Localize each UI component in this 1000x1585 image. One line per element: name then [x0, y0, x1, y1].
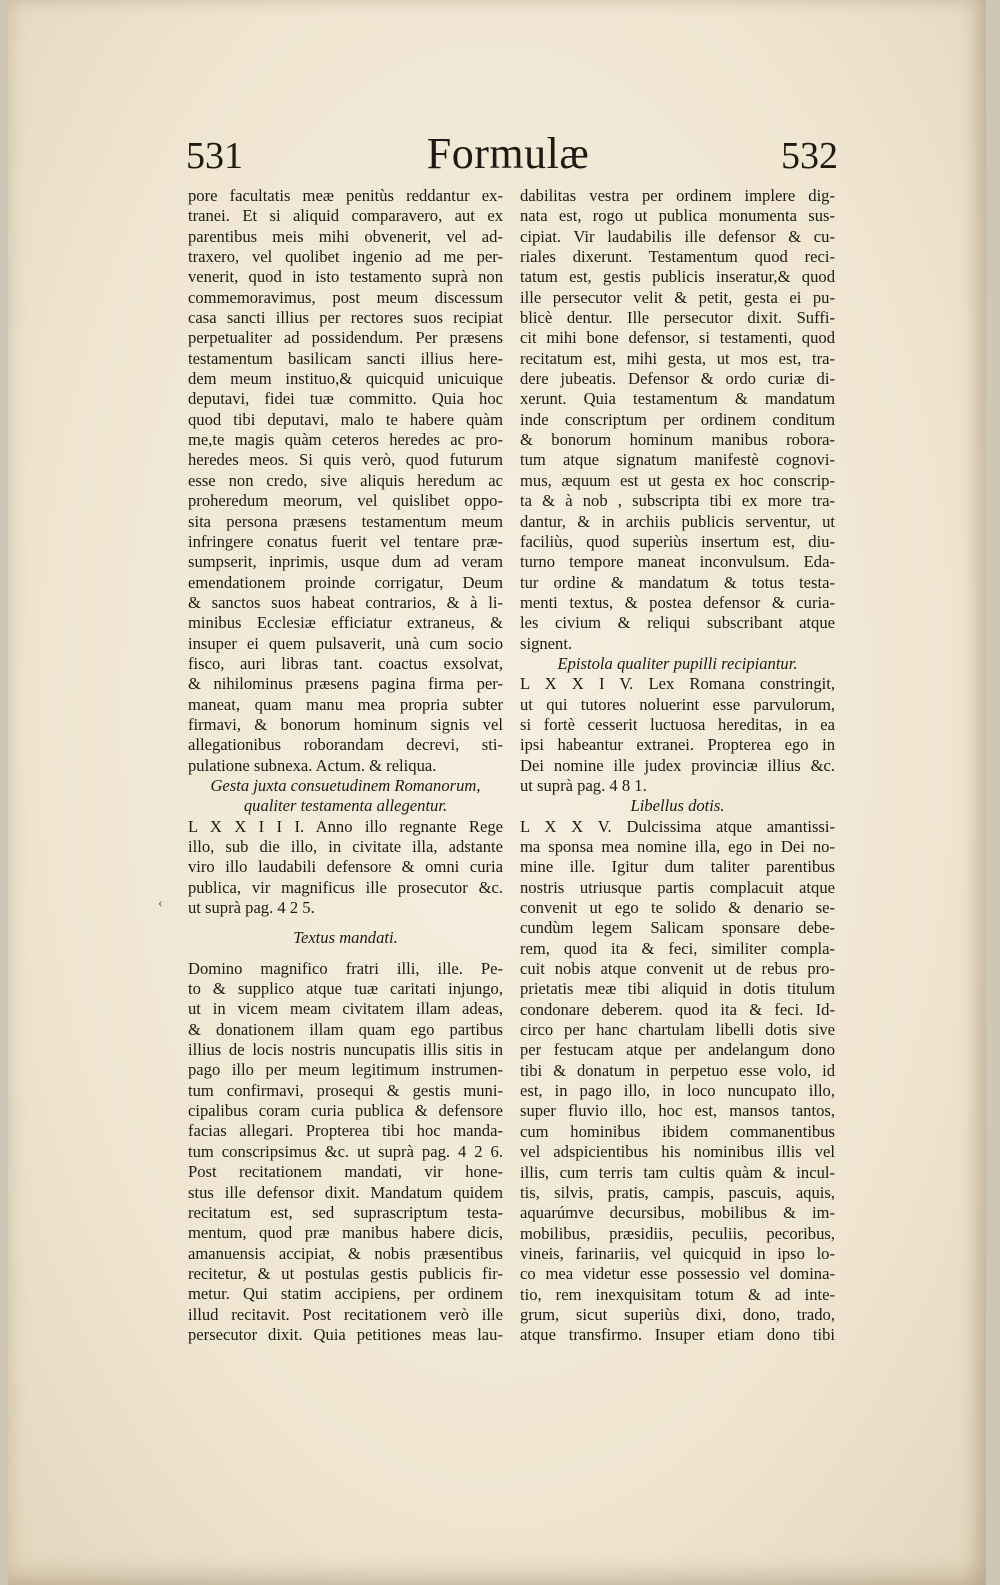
text-line: ut suprà pag. 4 8 1. — [520, 775, 647, 795]
text-line: metur. Qui statim accipiens, per ordinem — [188, 1284, 503, 1304]
text-line: cipalibus coram curia publica & defensore — [188, 1101, 503, 1121]
text-line: dantur, & in archiis publicis serventur, ut — [520, 511, 835, 531]
text-line: dabilitas vestra per ordinem implere dig- — [520, 186, 835, 205]
text-line: ut in vicem meam civitatem illam adeas, — [188, 999, 503, 1019]
text-line: L X X I I I. Anno illo regnante Rege — [188, 816, 503, 836]
text-line: & sanctos suos habeat contrarios, & à li- — [188, 592, 503, 612]
right-paragraph-3 — [520, 817, 835, 1346]
text-line: aquarúmve decursibus, mobilibus & im- — [520, 1203, 835, 1223]
text-line: ma sponsa mea nomine illa, ego in Dei no- — [520, 837, 835, 856]
text-line: est, in pago illo, in loco nuncupato illo, — [520, 1081, 835, 1101]
text-line: pago illo per meum legitimum instrumen- — [188, 1060, 503, 1080]
right-heading-2: Libellus dotis. — [630, 796, 725, 816]
text-line: blicè dentur. Ille persecutor dixit. Suffi- — [520, 308, 835, 328]
text-line: fisco, auri libras tant. coactus exsolvat, — [188, 653, 503, 673]
text-line: stus ille defensor dixit. Mandatum quidem — [188, 1182, 503, 1202]
text-line: nata est, rogo ut publica monumenta sus- — [520, 206, 835, 226]
text-line: ut suprà pag. 4 2 5. — [188, 898, 315, 918]
text-line: parentibus meis mihi obvenerit, vel ad- — [188, 226, 503, 246]
text-line: menti textus, & postea defensor & curia- — [520, 592, 835, 612]
text-line: Post recitationem mandati, vir hone- — [188, 1162, 503, 1182]
text-line: faciliùs, quod superiùs insertum est, diu- — [520, 531, 835, 551]
text-line: condonare deberem. quod ita & feci. Id- — [520, 999, 835, 1019]
text-line: heredes meos. Si quis verò, quod futurum — [188, 450, 503, 470]
text-line: & nihilominus præsens pagina firma per- — [188, 674, 503, 694]
text-line: cipiat. Vir laudabilis ille defensor & cu- — [520, 226, 835, 246]
text-line: L X X V. Dulcissima atque amantissi- — [520, 816, 835, 836]
text-line: recitatum est, mihi gesta, ut mos est, tra- — [520, 348, 835, 368]
text-line: pore facultatis meæ penitùs reddantur ex- — [188, 186, 503, 205]
text-line: facias allegari. Propterea tibi hoc manda- — [188, 1121, 503, 1141]
text-line: tranei. Et si aliquid comparavero, aut ex — [188, 206, 503, 226]
text-line: ta & à nob , subscripta tibi ex more tra- — [520, 491, 835, 511]
text-line: dere jubeatis. Defensor & ordo curiæ di- — [520, 369, 835, 389]
right-page-number: 532 — [781, 135, 838, 177]
text-line: tatum est, gestis publicis inseratur,& quod — [520, 267, 835, 287]
left-paragraph-1 — [188, 186, 503, 776]
text-line: recitetur, & ut postulas gestis publicis fir- — [188, 1263, 503, 1283]
text-line: riales dixerunt. Testamentum quod reci- — [520, 247, 835, 267]
text-line: pulatione subnexa. Actum. & reliqua. — [188, 755, 437, 775]
text-line: grum, sicut superiùs dixi, dono, trado, — [520, 1304, 835, 1324]
text-line: tibi & donatum in perpetuo esse volo, id — [520, 1060, 835, 1080]
left-column — [188, 186, 503, 1345]
text-line: convenit ut ego te solido & denario se- — [520, 898, 835, 918]
text-line: to & supplico atque tuæ caritati injungo, — [188, 979, 503, 999]
text-line: illis, cum terris tam cultis quàm & incul- — [520, 1162, 835, 1182]
text-line: mus, æquum est ut gesta ex hoc conscrip- — [520, 470, 835, 490]
text-line: si fortè cesserit luctuosa hereditas, in ea — [520, 714, 835, 734]
text-line: illius de locis nostris nuncupatis illis sitis in — [188, 1040, 503, 1060]
text-line: viro illo laudabili defensore & omni curia — [188, 857, 503, 877]
text-line: cuit nobis atque convenit ut de rebus pro- — [520, 959, 835, 979]
text-line: ille persecutor velit & petit, gesta ei pu- — [520, 287, 835, 307]
text-line: inde conscriptum per ordinem conditum — [520, 409, 835, 429]
text-line: proheredum meorum, vel quislibet oppo- — [188, 491, 503, 511]
text-line: infringere conatus fuerit vel tentare præ- — [188, 531, 503, 551]
text-line: minibus Ecclesiæ efficiatur extraneus, & — [188, 613, 503, 633]
text-line: signent. — [520, 633, 573, 653]
text-line: maneat, quam manu mea propria subter — [188, 694, 503, 714]
running-title: Formulæ — [426, 129, 590, 178]
text-line: traxero, vel quolibet ingenio ad me per- — [188, 247, 503, 267]
text-line: L X X I V. Lex Romana constringit, — [520, 674, 835, 694]
text-line: amanuensis accipiat, & nobis præsentibus — [188, 1243, 503, 1263]
text-line: & donationem illam quam ego partibus — [188, 1019, 503, 1039]
text-line: publica, vir magnificus ille prosecutor &c. — [188, 877, 503, 897]
heading-line: Gesta juxta consuetudinem Romanorum, — [210, 775, 481, 795]
text-line: casa sancti illius per rectores suos recipiat — [188, 308, 503, 328]
text-line: prietatis meæ tibi aliquid in dotis titulum — [520, 979, 835, 999]
text-line: emendationem proinde corrigatur, Deum — [188, 572, 503, 592]
text-line: illo, sub die illo, in civitate illa, adstante — [188, 837, 503, 856]
text-line: persecutor dixit. Quia petitiones meas lau- — [188, 1324, 503, 1344]
right-paragraph-2 — [520, 674, 835, 796]
text-line: rem, quod ita & feci, similiter compla- — [520, 938, 835, 958]
text-line: atque transfirmo. Insuper etiam dono tibi — [520, 1325, 835, 1345]
text-line: insuper ei quem pulsaverit, unà cum socio — [188, 633, 503, 653]
text-line: dem meum instituo,& quicquid unicuique — [188, 369, 503, 389]
text-line: vineis, farinariis, vel quicquid in ipso lo- — [520, 1243, 835, 1263]
text-line: vel adspicientibus his nominibus illis vel — [520, 1142, 835, 1162]
text-line: per festucam atque per andelangum dono — [520, 1040, 835, 1060]
text-line: venerit, quod in isto testamento suprà non — [188, 267, 503, 287]
text-line: recitatum est, sed suprascriptum testa- — [188, 1202, 503, 1222]
text-line: ut qui tutores noluerint esse parvulorum, — [520, 694, 835, 714]
text-line: mentum, quod præ manibus habere dicis, — [188, 1223, 503, 1243]
text-line: tur ordine & mandatum & totus testa- — [520, 572, 835, 592]
text-line: mobilibus, præsidiis, peculiis, pecoribus, — [520, 1223, 835, 1243]
text-line: Domino magnifico fratri illi, ille. Pe- — [188, 958, 503, 978]
text-line: perpetualiter ad possidendum. Per præsens — [188, 328, 503, 348]
text-line: ipsi habeantur extranei. Propterea ego in — [520, 735, 835, 755]
text-line: les civium & reliqui subscribant atque — [520, 613, 835, 633]
text-line: co mea videtur esse possessio vel domina- — [520, 1264, 835, 1284]
text-line: mine ille. Igitur dum taliter parentibus — [520, 857, 835, 877]
text-line: firmavi, & bonorum hominum signis vel — [188, 714, 503, 734]
text-line: super fluvio illo, hoc est, mansos tantos, — [520, 1101, 835, 1121]
text-line: nostris utriusque partis complacuit atque — [520, 877, 835, 897]
left-heading-2: Textus mandati. — [293, 928, 398, 948]
text-line: sita persona præsens testamentum meum — [188, 511, 503, 531]
right-heading-1: Epistola qualiter pupilli recipiantur. — [557, 653, 798, 673]
page-header — [178, 128, 838, 184]
text-line: deputavi, fidei tuæ committo. Quia hoc — [188, 389, 503, 409]
text-line: circo per hanc chartulam libelli dotis sive — [520, 1020, 835, 1040]
right-paragraph-1 — [520, 186, 835, 654]
text-line: xerunt. Quia testamentum & mandatum — [520, 389, 835, 409]
text-line: tio, rem inexquisitam totum & ad inte- — [520, 1284, 835, 1304]
text-line: & bonorum hominum manibus robora- — [520, 430, 835, 450]
right-column — [520, 186, 835, 1346]
text-line: commemoravimus, post meum discessum — [188, 287, 503, 307]
text-line: illud recitavit. Post recitationem verò ille — [188, 1304, 503, 1324]
margin-mark: ‹ — [158, 896, 163, 911]
text-line: testamentum basilicam sancti illius here- — [188, 348, 503, 368]
text-line: cundùm legem Salicam sponsare debe- — [520, 918, 835, 938]
text-line: sumpserit, inprimis, usque dum ad veram — [188, 552, 503, 572]
text-line: tum conscripsimus &c. ut suprà pag. 4 2 6. — [188, 1141, 503, 1161]
text-line: quod tibi deputavi, malo te habere quàm — [188, 409, 503, 429]
text-line: tis, silvis, pratis, campis, pascuis, aquis, — [520, 1182, 835, 1202]
book-page — [8, 0, 986, 1585]
text-line: cum hominibus ibidem commanentibus — [520, 1121, 835, 1141]
left-heading-1 — [188, 776, 503, 817]
text-line: turno tempore maneat inconvulsum. Eda- — [520, 552, 835, 572]
text-line: me,te magis quàm ceteros heredes ac pro- — [188, 430, 503, 450]
text-line: Dei nomine ille judex provinciæ illius &c. — [520, 755, 835, 775]
text-line: allegationibus roborandam decrevi, sti- — [188, 735, 503, 755]
left-paragraph-2 — [188, 817, 503, 919]
text-line: esse non credo, sive aliquis heredum ac — [188, 470, 503, 490]
text-line: tum atque signatum manifestè cognovi- — [520, 450, 835, 470]
heading-line: qualiter testamenta allegentur. — [243, 796, 448, 816]
left-page-number: 531 — [186, 135, 243, 177]
text-line: tum confirmavi, prosequi & gestis muni- — [188, 1080, 503, 1100]
left-paragraph-3 — [188, 959, 503, 1346]
text-line: cit mihi bone defensor, si testamenti, quod — [520, 328, 835, 348]
